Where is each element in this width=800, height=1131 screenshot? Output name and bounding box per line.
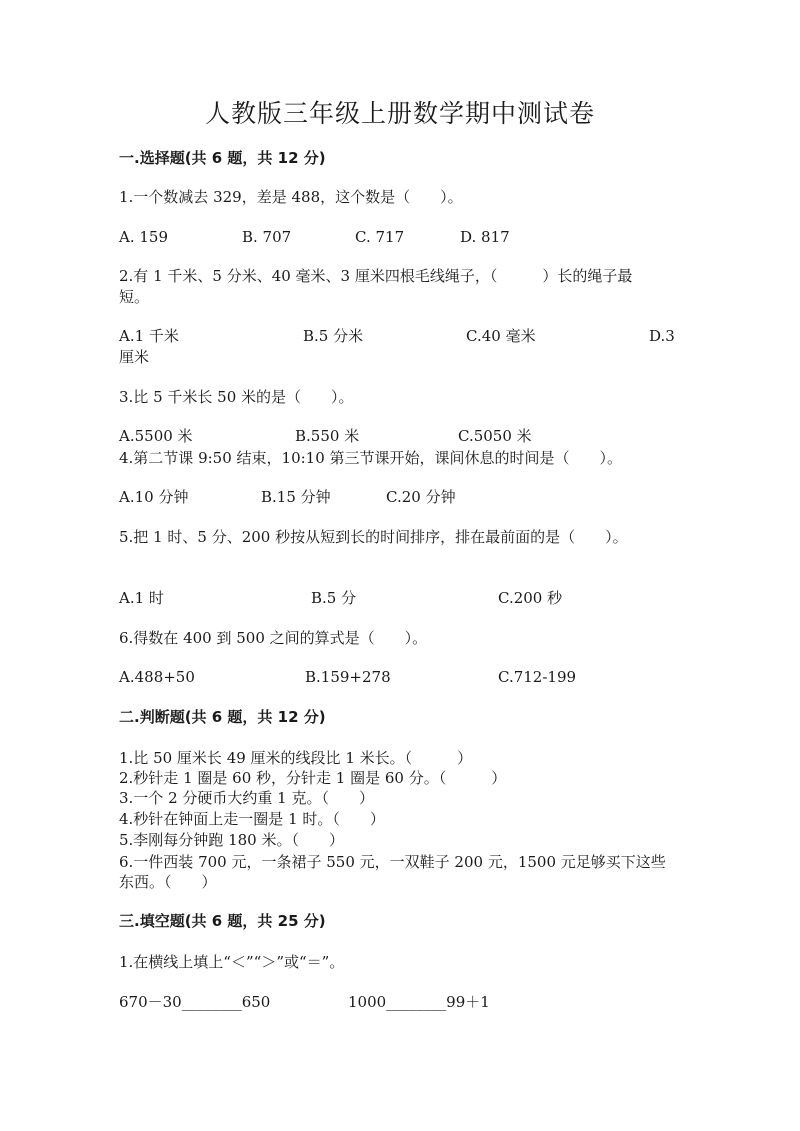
question-1-option-b: B. 707: [242, 228, 292, 246]
question-2-option-a: A.1 千米: [119, 327, 179, 345]
fill-question-1-expression-2: 1000________99＋1: [348, 993, 490, 1011]
question-2-option-d-wrap: 厘米: [119, 348, 150, 366]
question-1-option-a: A. 159: [119, 228, 168, 246]
judgement-item-4: 4.秒针在钟面上走一圈是 1 时。（ ）: [119, 810, 385, 828]
section-heading-choice: 一.选择题(共 6 题，共 12 分): [119, 149, 326, 167]
judgement-item-6-line2: 东西。（ ）: [119, 873, 217, 891]
section-heading-fill-blank: 三.填空题(共 6 题，共 25 分): [119, 912, 326, 930]
judgement-item-6-line1: 6.一件西装 700 元，一条裙子 550 元，一双鞋子 200 元，1500 元足够买下这些: [119, 853, 666, 871]
fill-question-1-stem: 1.在横线上填上“＜”“＞”或“＝”。: [119, 953, 345, 971]
section-heading-judgement: 二.判断题(共 6 题，共 12 分): [119, 708, 326, 726]
fill-question-1-expression-1: 670－30________650: [119, 993, 271, 1011]
question-6-option-c: C.712-199: [498, 668, 577, 686]
question-3-option-c: C.5050 米: [458, 427, 532, 445]
question-4-option-b: B.15 分钟: [261, 488, 331, 506]
question-3-stem: 3.比 5 千米长 50 米的是（ ）。: [119, 388, 354, 406]
question-5-option-a: A.1 时: [119, 589, 164, 607]
judgement-item-3: 3.一个 2 分硬币大约重 1 克。（ ）: [119, 789, 374, 807]
question-2-option-d: D.3: [649, 327, 675, 345]
question-1-stem: 1.一个数减去 329，差是 488，这个数是（ ）。: [119, 188, 463, 206]
judgement-item-5: 5.李刚每分钟跑 180 米。（ ）: [119, 831, 344, 849]
question-6-option-b: B.159+278: [305, 668, 391, 686]
question-2-option-b: B.5 分米: [303, 327, 364, 345]
question-1-option-c: C. 717: [355, 228, 405, 246]
judgement-item-1: 1.比 50 厘米长 49 厘米的线段比 1 米长。（ ）: [119, 749, 473, 767]
question-6-stem: 6.得数在 400 到 500 之间的算式是（ ）。: [119, 629, 428, 647]
question-2-stem-line1: 2.有 1 千米、5 分米、40 毫米、3 厘米四根毛线绳子，（ ）长的绳子最: [119, 267, 633, 285]
question-5-option-b: B.5 分: [311, 589, 357, 607]
judgement-item-2: 2.秒针走 1 圈是 60 秒，分针走 1 圈是 60 分。（ ）: [119, 769, 507, 787]
question-5-stem: 5.把 1 时、5 分、200 秒按从短到长的时间排序，排在最前面的是（ ）。: [119, 528, 628, 546]
question-4-stem: 4.第二节课 9:50 结束，10:10 第三节课开始，课间休息的时间是（ ）。: [119, 449, 623, 467]
question-2-option-c: C.40 毫米: [466, 327, 536, 345]
question-1-option-d: D. 817: [460, 228, 510, 246]
question-6-option-a: A.488+50: [119, 668, 195, 686]
question-4-option-c: C.20 分钟: [386, 488, 456, 506]
question-2-stem-line2: 短。: [119, 288, 150, 306]
question-5-option-c: C.200 秒: [498, 589, 563, 607]
page-title: 人教版三年级上册数学期中测试卷: [204, 99, 595, 128]
question-3-option-b: B.550 米: [295, 427, 360, 445]
question-4-option-a: A.10 分钟: [119, 488, 189, 506]
question-3-option-a: A.5500 米: [119, 427, 193, 445]
